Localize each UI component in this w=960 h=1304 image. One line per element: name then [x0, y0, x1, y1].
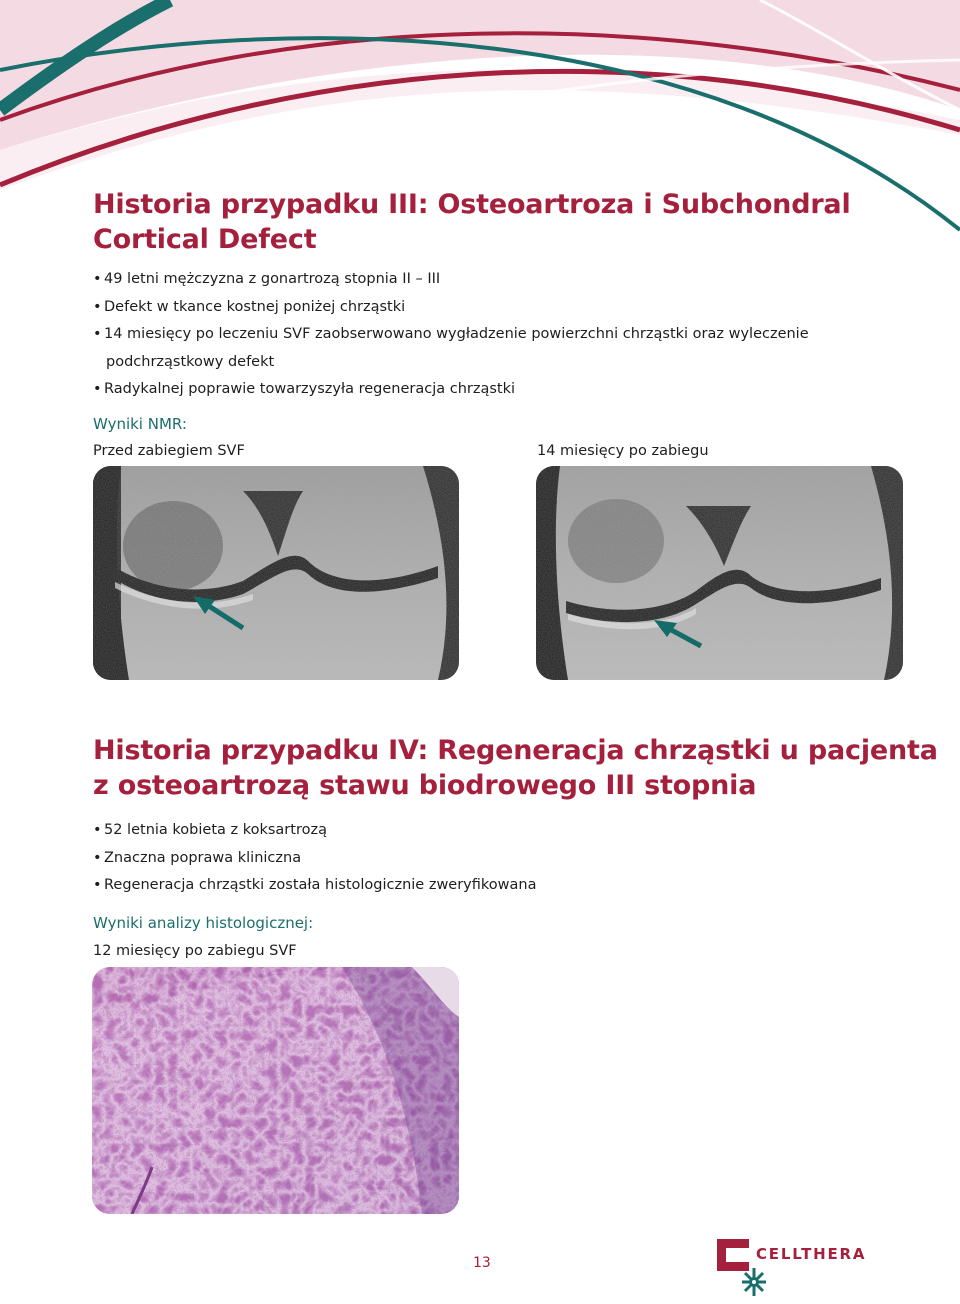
- case4-title-line2: z osteoartrozą stawu biodrowego III stopnia: [93, 770, 757, 801]
- logo-text: CELLTHERA: [756, 1245, 867, 1263]
- caption-after-procedure: 14 miesięcy po zabiegu: [537, 443, 709, 459]
- list-item: • 52 letnia kobieta z koksartrozą: [93, 817, 536, 845]
- case3-bullet-list: [93, 266, 809, 404]
- list-item: • 49 letni mężczyzna z gonartrozą stopnia II – III: [93, 266, 809, 294]
- list-item: • Defekt w tkance kostnej poniżej chrząstki: [93, 294, 809, 322]
- case4-title: [93, 733, 938, 803]
- cellthera-logo: [716, 1236, 866, 1300]
- caption-before-procedure: Przed zabiegiem SVF: [93, 443, 245, 459]
- page-number: 13: [473, 1255, 491, 1271]
- list-item: • Radykalnej poprawie towarzyszyła regeneracja chrząstki: [93, 376, 809, 404]
- case3-title-line2: Cortical Defect: [93, 224, 317, 255]
- histology-image: [92, 967, 459, 1214]
- case4-bullet-list: [93, 817, 536, 900]
- list-item-continuation: podchrząstkowy defekt: [106, 353, 275, 370]
- mri-image-before: [93, 466, 459, 680]
- list-item: • Regeneracja chrząstki została histologicznie zweryfikowana: [93, 872, 536, 900]
- caption-histology: 12 miesięcy po zabiegu SVF: [93, 943, 297, 959]
- histology-results-heading: Wyniki analizy histologicznej:: [93, 914, 314, 932]
- mri-image-after: [536, 466, 903, 680]
- nmr-results-heading: Wyniki NMR:: [93, 415, 187, 433]
- list-item: • 14 miesięcy po leczeniu SVF zaobserwowano wygładzenie powierzchni chrząstki oraz wyleczenie podchrząstkowy defekt: [93, 321, 809, 376]
- case4-title-line1: Historia przypadku IV: Regeneracja chrząstki u pacjenta: [93, 735, 938, 766]
- case3-title-line1: Historia przypadku III: Osteoartroza i Subchondral: [93, 189, 851, 220]
- list-item: • Znaczna poprawa kliniczna: [93, 845, 536, 873]
- case3-title: [93, 187, 851, 257]
